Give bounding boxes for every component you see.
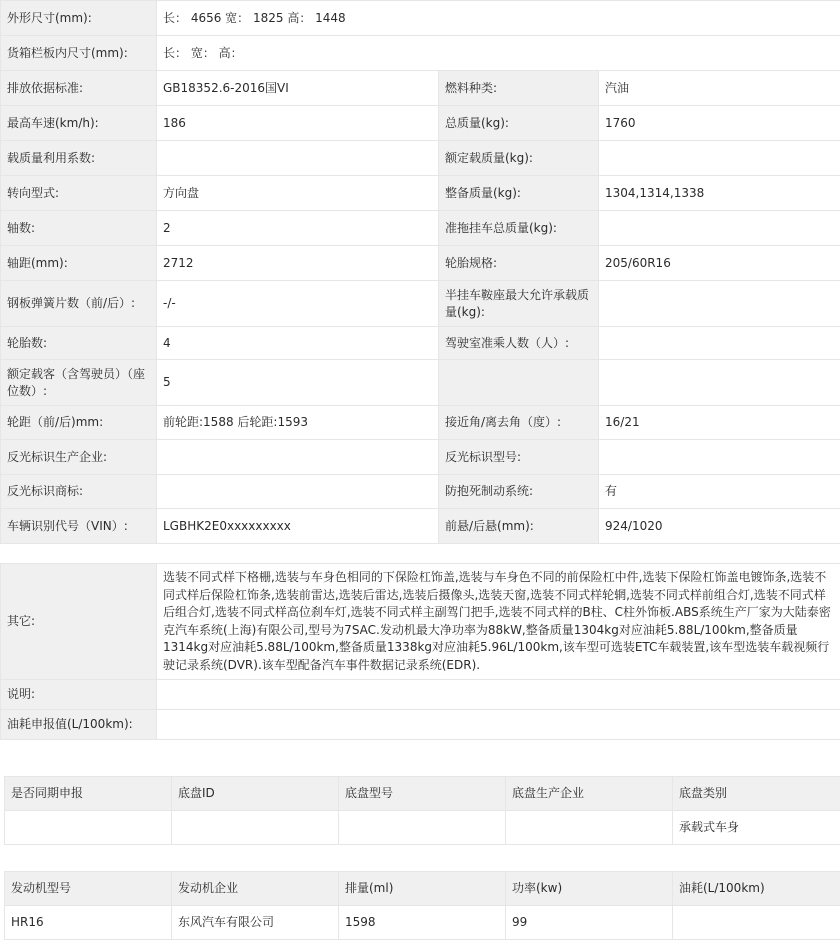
spec-label: 准拖挂车总质量(kg): [439,211,599,246]
spec-label: 轴距(mm): [1,246,157,281]
engine-row [5,906,840,940]
spec-value [599,211,840,246]
spec-label: 半挂车鞍座最大允许承载质量(kg): [439,281,599,327]
chassis-cell [5,811,172,845]
note-value [157,680,840,710]
fuel-declared-label: 油耗申报值(L/100km): [1,710,157,740]
spec-label: 驾驶室准乘人数（人）: [439,327,599,360]
spec-label: 轴数: [1,211,157,246]
spec-value [599,440,840,475]
spec-value: 186 [157,106,439,141]
spec-row [1,406,840,440]
spec-row [1,176,840,211]
engine-table [4,871,840,940]
spec-value: 5 [157,360,439,406]
spec-label [439,360,599,406]
engine-header: 发动机企业 [172,872,339,906]
spec-label: 前悬/后悬(mm): [439,509,599,544]
spec-label: 反光标识生产企业: [1,440,157,475]
spec-row [1,475,840,509]
spec-value [599,281,840,327]
spec-value: 205/60R16 [599,246,840,281]
spec-label: 轮胎规格: [439,246,599,281]
chassis-header: 底盘ID [172,777,339,811]
chassis-header: 底盘型号 [339,777,506,811]
spec-row [1,211,840,246]
spec-value: 汽油 [599,71,840,106]
other-label: 其它: [1,564,157,680]
chassis-header: 底盘类别 [673,777,840,811]
engine-cell: 99 [506,906,673,940]
engine-cell: 东风汽车有限公司 [172,906,339,940]
spec-label: 防抱死制动系统: [439,475,599,509]
spec-value: 有 [599,475,840,509]
note-label: 说明: [1,680,157,710]
spec-label: 外形尺寸(mm): [1,1,157,36]
spec-row [1,281,840,327]
spec-value: 前轮距:1588 后轮距:1593 [157,406,439,440]
spec-label: 额定载质量(kg): [439,141,599,176]
spec-value: 2 [157,211,439,246]
chassis-table [4,776,840,845]
chassis-header-row [5,777,840,811]
spec-row [1,360,840,406]
spec-value: 1304,1314,1338 [599,176,840,211]
spec-label: 货箱栏板内尺寸(mm): [1,36,157,71]
spec-label: 整备质量(kg): [439,176,599,211]
engine-header: 油耗(L/100km) [673,872,840,906]
spec-row [1,141,840,176]
spec-row [1,106,840,141]
spec-label: 额定载客（含驾驶员）（座位数）: [1,360,157,406]
engine-header-row [5,872,840,906]
chassis-cell [172,811,339,845]
engine-cell: HR16 [5,906,172,940]
spec-row [1,1,840,36]
spec-label: 接近角/离去角（度）: [439,406,599,440]
spec-value: 924/1020 [599,509,840,544]
spec-label: 轮胎数: [1,327,157,360]
engine-cell [673,906,840,940]
spec-value: 长： 宽： 高： [157,36,840,71]
spec-label: 钢板弹簧片数（前/后）: [1,281,157,327]
other-text: 选装不同式样下格栅,选装与车身色相同的下保险杠饰盖,选装与车身色不同的前保险杠中件,选装下保险杠饰盖电镀饰条,选装不同式样后保险杠饰条,选装前雷达,选装后雷达,选装后摄像头,选装天窗,选装不同式样轮辋,选装不同式样前组合灯,选装不同式样后组合灯,选装不同式样高位刹车灯,选装不同式样主副驾门把手,选装不同式样的B柱、C柱外饰板.ABS系统生产厂家为大陆泰密克汽车系统(上海)有限公司,型号为7SAC.发动机最大净功率为88kW,整备质量1304kg对应油耗5.88L/100km,整备质量1314kg对应油耗5.88L/100km,整备质量1338kg对应油耗5.96L/100km,该车型可选装ETC车载装置,该车型选装车载视频行驶记录系统(DVR).该车型配备汽车事件数据记录系统(EDR). [157,564,840,680]
engine-cell: 1598 [339,906,506,940]
other-info-table [0,563,840,740]
spec-row [1,246,840,281]
spec-value [599,360,840,406]
spec-value: LGBHK2E0xxxxxxxxx [157,509,439,544]
spec-row [1,71,840,106]
engine-header: 排量(ml) [339,872,506,906]
spec-label: 转向型式: [1,176,157,211]
engine-header: 功率(kw) [506,872,673,906]
spec-value [599,327,840,360]
chassis-cell: 承载式车身 [673,811,840,845]
spec-value: 16/21 [599,406,840,440]
spec-value: -/- [157,281,439,327]
spec-label: 反光标识型号: [439,440,599,475]
spec-value [157,440,439,475]
spec-label: 载质量利用系数: [1,141,157,176]
spec-value [157,141,439,176]
spec-value: 4 [157,327,439,360]
chassis-header: 是否同期申报 [5,777,172,811]
chassis-cell [506,811,673,845]
spec-row [1,509,840,544]
spec-value [599,141,840,176]
spec-label: 排放依据标准: [1,71,157,106]
spec-label: 轮距（前/后)mm: [1,406,157,440]
spec-value: 长： 4656 宽： 1825 高： 1448 [157,1,840,36]
chassis-row [5,811,840,845]
spec-row [1,327,840,360]
fuel-declared-value [157,710,840,740]
spec-label: 车辆识别代号（VIN）: [1,509,157,544]
spec-value: GB18352.6-2016国VI [157,71,439,106]
chassis-header: 底盘生产企业 [506,777,673,811]
spec-row [1,36,840,71]
spec-value [157,475,439,509]
spec-label: 总质量(kg): [439,106,599,141]
chassis-cell [339,811,506,845]
spec-label: 最高车速(km/h): [1,106,157,141]
engine-header: 发动机型号 [5,872,172,906]
spec-value: 1760 [599,106,840,141]
spec-value: 方向盘 [157,176,439,211]
spec-label: 燃料种类: [439,71,599,106]
spec-label: 反光标识商标: [1,475,157,509]
spec-value: 2712 [157,246,439,281]
spec-row [1,440,840,475]
